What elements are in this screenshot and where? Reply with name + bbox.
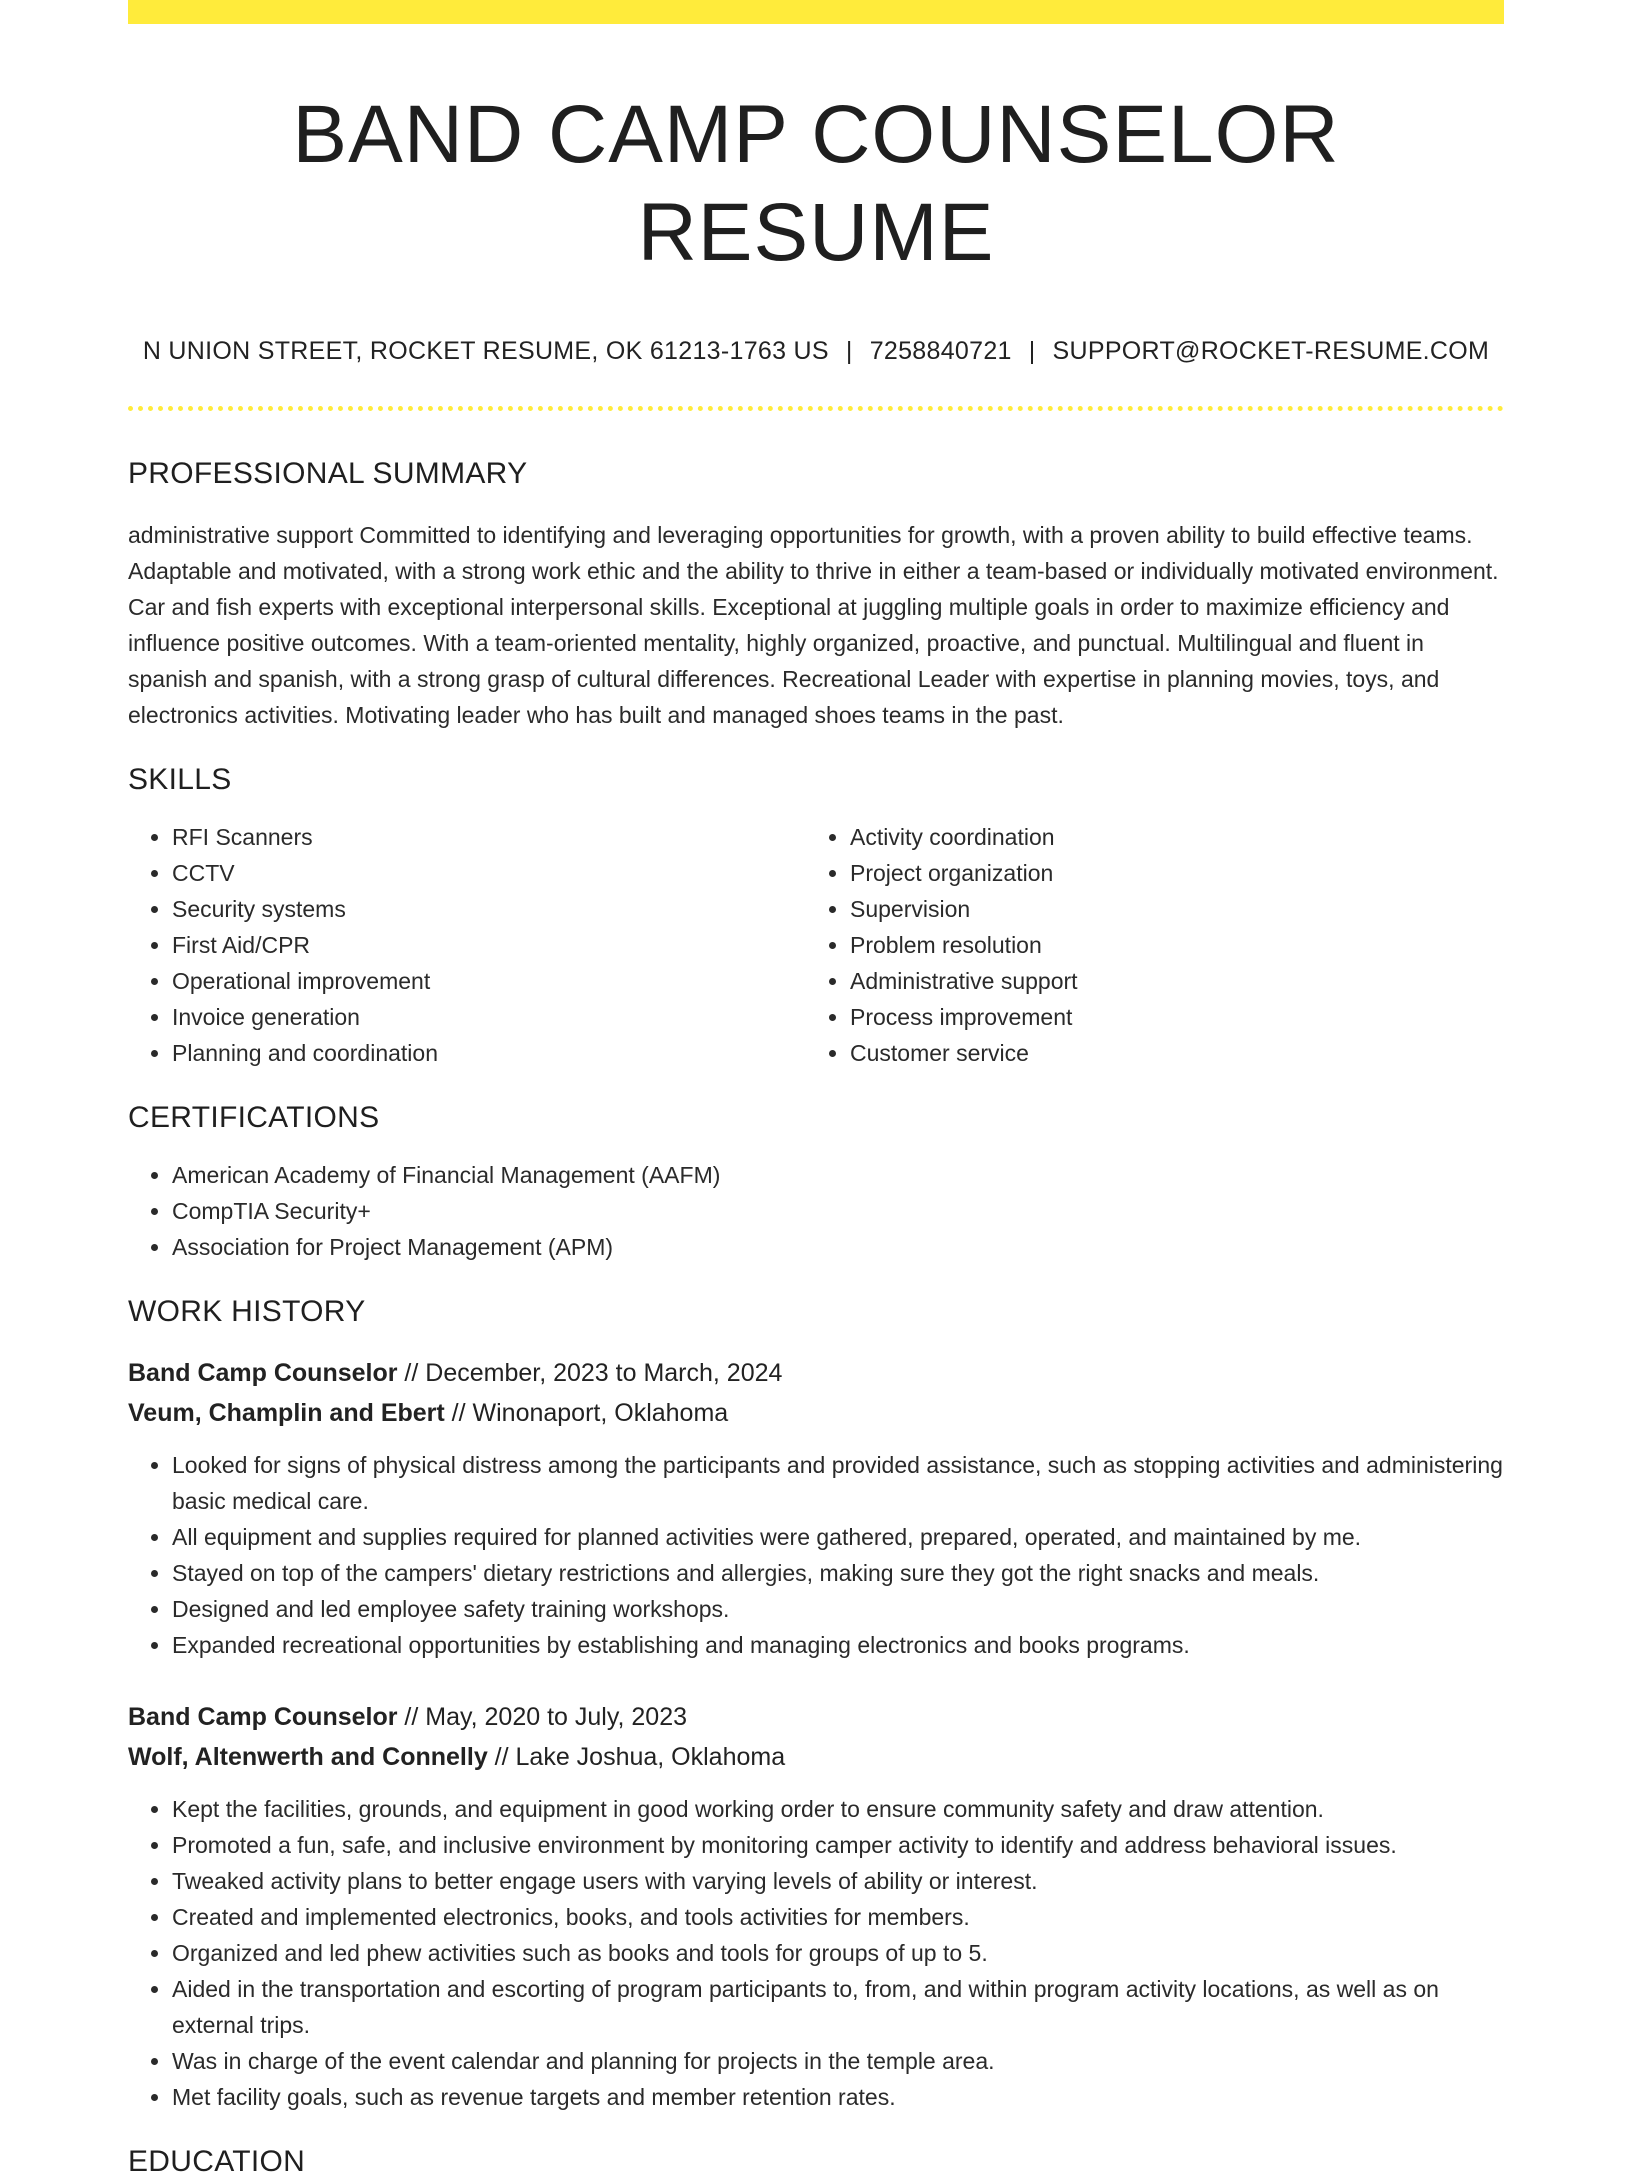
summary-text: administrative support Committed to identifying and leveraging opportunities for growth, with a proven ability to build effective teams. Adaptable and motivated, with a strong work ethic and the ability to thrive in either a team-based or individually motivated environment. Car and fish experts with exceptional interpersonal skills. Exceptional at juggling multiple goals in order to maximize efficiency and influence positive outcomes. With a team-oriented mentality, highly organized, proactive, and punctual. Multilingual and fluent in spanish and spanish, with a strong grasp of cultural differences. Recreational Leader with expertise in planning movies, toys, and electronics activities. Motivating leader who has built and managed shoes teams in the past. <box>128 521 1499 728</box>
skill-item: • Problem resolution <box>850 927 1078 963</box>
skill-item: • Operational improvement <box>172 963 806 999</box>
contact-separator: | <box>1028 336 1036 365</box>
job-bullet: • Organized and led phew activities such as books and tools for groups of up to 5. <box>172 1935 1504 1971</box>
job-entry <box>128 1353 1504 1663</box>
job-location: // Winonaport, Oklahoma <box>444 1398 729 1427</box>
skill-item: • Activity coordination <box>850 819 1078 855</box>
skills-section <box>128 763 1504 1071</box>
certification-item: • American Academy of Financial Management (AAFM) <box>172 1157 1504 1193</box>
job-company-line <box>128 1737 1504 1777</box>
skills-list-right <box>806 819 1078 1071</box>
skill-item: • RFI Scanners <box>172 819 806 855</box>
job-company-line <box>128 1393 1504 1433</box>
job-bullet: • Created and implemented electronics, books, and tools activities for members. <box>172 1899 1504 1935</box>
skills-heading: SKILLS <box>128 762 232 796</box>
contact-line <box>128 337 1504 366</box>
skill-item: • Process improvement <box>850 999 1078 1035</box>
job-title-line <box>128 1353 1504 1393</box>
resume-page <box>128 0 1504 2179</box>
job-bullet: • Designed and led employee safety training workshops. <box>172 1591 1504 1627</box>
contact-separator: | <box>845 336 853 365</box>
job-company: Wolf, Altenwerth and Connelly <box>128 1742 488 1771</box>
job-title: Band Camp Counselor <box>128 1358 398 1387</box>
job-dates: // May, 2020 to July, 2023 <box>397 1702 687 1731</box>
work-history-heading: WORK HISTORY <box>128 1294 366 1328</box>
skill-item: • Planning and coordination <box>172 1035 806 1071</box>
job-dates: // December, 2023 to March, 2024 <box>397 1358 783 1387</box>
skill-item: • Customer service <box>850 1035 1078 1071</box>
certifications-list <box>128 1157 1504 1265</box>
skill-item: • Security systems <box>172 891 806 927</box>
dotted-divider <box>128 406 1504 411</box>
certifications-section <box>128 1101 1504 1265</box>
job-bullet: • Stayed on top of the campers' dietary restrictions and allergies, making sure they got the right snacks and meals. <box>172 1555 1504 1591</box>
summary-heading: PROFESSIONAL SUMMARY <box>128 456 528 490</box>
skills-columns <box>128 797 1504 1071</box>
summary-section <box>128 457 1504 733</box>
job-title-line <box>128 1697 1504 1737</box>
education-heading: EDUCATION <box>128 2144 306 2178</box>
education-section <box>128 2145 1504 2179</box>
certifications-heading: CERTIFICATIONS <box>128 1100 380 1134</box>
skills-list-left <box>128 819 806 1071</box>
skill-item: • Project organization <box>850 855 1078 891</box>
contact-address: N UNION STREET, ROCKET RESUME, OK 61213-1763 US <box>142 336 829 365</box>
work-history-section <box>128 1295 1504 2115</box>
skill-item: • Supervision <box>850 891 1078 927</box>
skill-item: • First Aid/CPR <box>172 927 806 963</box>
job-bullet: • Looked for signs of physical distress among the participants and provided assistance, such as stopping activities and administering basic medical care. <box>172 1447 1504 1519</box>
skill-item: • CCTV <box>172 855 806 891</box>
job-company: Veum, Champlin and Ebert <box>128 1398 445 1427</box>
skill-item: • Administrative support <box>850 963 1078 999</box>
job-entry <box>128 1697 1504 2115</box>
job-bullet: • Promoted a fun, safe, and inclusive environment by monitoring camper activity to identify and address behavioral issues. <box>172 1827 1504 1863</box>
job-bullet: • Kept the facilities, grounds, and equipment in good working order to ensure community safety and draw attention. <box>172 1791 1504 1827</box>
accent-top-bar <box>128 0 1504 24</box>
job-bullets <box>128 1447 1504 1663</box>
job-bullet: • Expanded recreational opportunities by establishing and managing electronics and books programs. <box>172 1627 1504 1663</box>
certification-item: • CompTIA Security+ <box>172 1193 1504 1229</box>
job-bullet: • Tweaked activity plans to better engage users with varying levels of ability or interest. <box>172 1863 1504 1899</box>
resume-title: BAND CAMP COUNSELOR RESUME <box>292 89 1340 279</box>
job-title: Band Camp Counselor <box>128 1702 398 1731</box>
skill-item: • Invoice generation <box>172 999 806 1035</box>
job-bullet: • All equipment and supplies required for planned activities were gathered, prepared, operated, and maintained by me. <box>172 1519 1504 1555</box>
job-bullet: • Met facility goals, such as revenue targets and member retention rates. <box>172 2079 1504 2115</box>
job-location: // Lake Joshua, Oklahoma <box>487 1742 786 1771</box>
job-bullet: • Aided in the transportation and escorting of program participants to, from, and within program activity locations, as well as on external trips. <box>172 1971 1504 2043</box>
job-bullets <box>128 1791 1504 2115</box>
contact-email[interactable]: SUPPORT@ROCKET-RESUME.COM <box>1052 336 1490 365</box>
contact-phone: 7258840721 <box>869 336 1012 365</box>
job-bullet: • Was in charge of the event calendar and planning for projects in the temple area. <box>172 2043 1504 2079</box>
certification-item: • Association for Project Management (APM) <box>172 1229 1504 1265</box>
